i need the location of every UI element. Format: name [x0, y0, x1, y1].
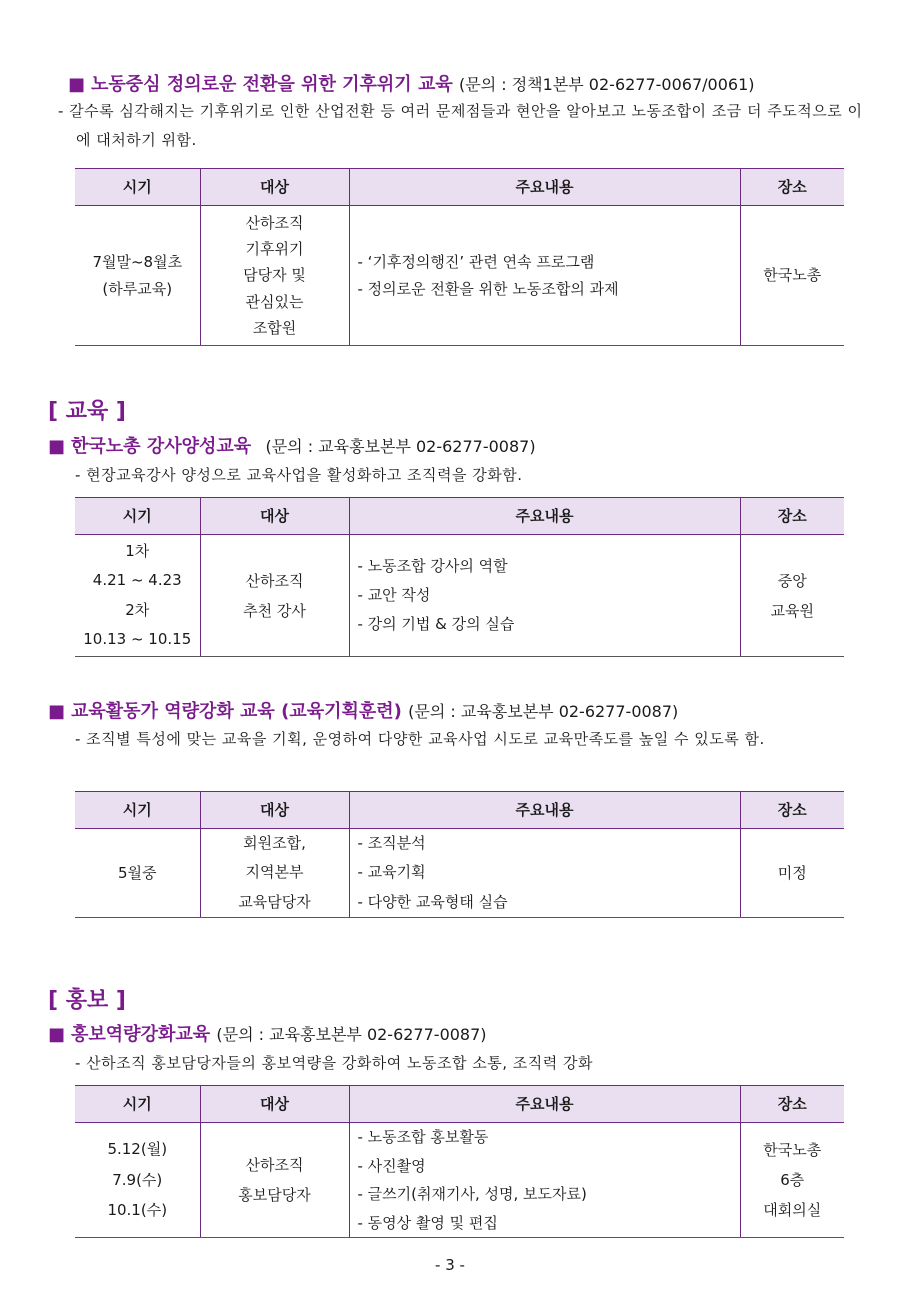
- section-title-education: [ 교육 ]: [48, 399, 126, 424]
- table-row: [75, 829, 844, 918]
- square-bullet-icon: ■: [68, 74, 86, 95]
- description-text: - 현장교육강사 양성으로 교육사업을 활성화하고 조직력을 강화함.: [75, 466, 523, 484]
- heading-inquiry: (문의 : 교육홍보본부 02-6277-0087): [265, 437, 536, 456]
- header-content: 주요내용: [349, 498, 740, 535]
- cell-period: 7월말~8월초 (하루교육): [75, 206, 200, 346]
- square-bullet-icon: ■: [48, 701, 66, 722]
- heading-inquiry: (문의 : 교육홍보본부 02-6277-0087): [216, 1025, 487, 1044]
- table-header-row: [75, 792, 844, 829]
- heading-title: 교육활동가 역량강화 교육 (교육기획훈련): [71, 701, 402, 722]
- heading-inquiry: (문의 : 교육홍보본부 02-6277-0087): [408, 702, 679, 721]
- header-place: 장소: [740, 792, 844, 829]
- header-period: 시기: [75, 792, 200, 829]
- cell-place: 중앙 교육원: [740, 535, 844, 657]
- cell-content: - 노동조합 강사의 역할 - 교안 작성 - 강의 기법 & 강의 실습: [349, 535, 740, 657]
- description-text: - 조직별 특성에 맞는 교육을 기획, 운영하여 다양한 교육사업 시도로 교육만족도를 높일 수 있도록 함.: [75, 730, 765, 748]
- header-period: 시기: [75, 1086, 200, 1123]
- heading-title: 한국노총 강사양성교육: [71, 436, 252, 457]
- header-content: 주요내용: [349, 169, 740, 206]
- cell-content: - ‘기후정의행진’ 관련 연속 프로그램 - 정의로운 전환을 위한 노동조합의 과제: [349, 206, 740, 346]
- schedule-table-climate: [75, 168, 844, 346]
- header-period: 시기: [75, 169, 200, 206]
- cell-content: - 조직분석 - 교육기획 - 다양한 교육형태 실습: [349, 829, 740, 918]
- header-place: 장소: [740, 498, 844, 535]
- table-header-row: [75, 1086, 844, 1123]
- section-heading-climate: [68, 70, 755, 96]
- cell-target: 회원조합, 지역본부 교육담당자: [200, 829, 349, 918]
- section-description: [75, 725, 855, 754]
- cell-target: 산하조직 기후위기 담당자 및 관심있는 조합원: [200, 206, 349, 346]
- header-content: 주요내용: [349, 792, 740, 829]
- square-bullet-icon: ■: [48, 436, 66, 457]
- section-heading-activist: [48, 697, 678, 723]
- table-header-row: [75, 498, 844, 535]
- cell-period: 1차 4.21 ~ 4.23 2차 10.13 ~ 10.15: [75, 535, 200, 657]
- header-place: 장소: [740, 1086, 844, 1123]
- header-target: 대상: [200, 498, 349, 535]
- cell-content: - 노동조합 홍보활동 - 사진촬영 - 글쓰기(취재기사, 성명, 보도자료) - 동영상 촬영 및 편집: [349, 1123, 740, 1238]
- section-heading-pr: [48, 1020, 487, 1046]
- cell-period: 5월중: [75, 829, 200, 918]
- square-bullet-icon: ■: [48, 1024, 66, 1045]
- description-text: - 산하조직 홍보담당자들의 홍보역량을 강화하여 노동조합 소통, 조직력 강화: [75, 1054, 594, 1072]
- schedule-table-pr: [75, 1085, 844, 1238]
- cell-place: 미정: [740, 829, 844, 918]
- table-row: [75, 535, 844, 657]
- table-row: [75, 206, 844, 346]
- header-target: 대상: [200, 792, 349, 829]
- table-row: [75, 1123, 844, 1238]
- heading-title: 홍보역량강화교육: [71, 1024, 211, 1045]
- section-description: [58, 97, 866, 155]
- section-title-pr: [ 홍보 ]: [48, 988, 126, 1013]
- header-place: 장소: [740, 169, 844, 206]
- cell-target: 산하조직 홍보담당자: [200, 1123, 349, 1238]
- cell-place: 한국노총 6층 대회의실: [740, 1123, 844, 1238]
- schedule-table-instructor: [75, 497, 844, 657]
- header-period: 시기: [75, 498, 200, 535]
- heading-inquiry: (문의 : 정책1본부 02-6277-0067/0061): [459, 75, 755, 94]
- heading-title: 노동중심 정의로운 전환을 위한 기후위기 교육: [91, 74, 453, 95]
- header-target: 대상: [200, 1086, 349, 1123]
- section-heading-instructor: [48, 432, 536, 458]
- cell-place: 한국노총: [740, 206, 844, 346]
- page-number: - 3 -: [435, 1256, 465, 1274]
- header-target: 대상: [200, 169, 349, 206]
- table-header-row: [75, 169, 844, 206]
- schedule-table-activist: [75, 791, 844, 918]
- cell-period: 5.12(월) 7.9(수) 10.1(수): [75, 1123, 200, 1238]
- header-content: 주요내용: [349, 1086, 740, 1123]
- description-text: - 갈수록 심각해지는 기후위기로 인한 산업전환 등 여러 문제점들과 현안을 알아보고 노동조합이 조금 더 주도적으로 이에 대처하기 위함.: [58, 102, 863, 149]
- cell-target: 산하조직 추천 강사: [200, 535, 349, 657]
